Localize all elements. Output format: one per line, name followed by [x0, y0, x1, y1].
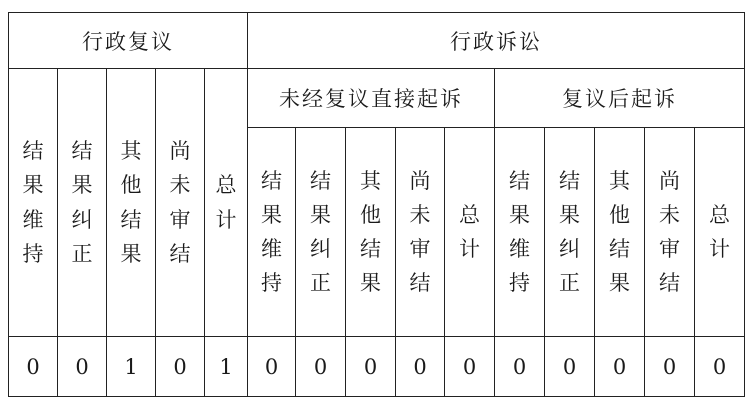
- value-cell: 0: [248, 337, 296, 397]
- col-header-label: 尚未审结: [169, 139, 191, 266]
- direct-litigation-header: 未经复议直接起诉: [248, 69, 495, 128]
- col-header-label: 总计: [709, 202, 731, 261]
- admin-litigation-header: 行政诉讼: [248, 13, 745, 69]
- header-row-2: [9, 69, 745, 128]
- col-header-label: 结果维持: [509, 168, 531, 296]
- col-header-review-other: [107, 69, 156, 337]
- col-header-direct-other: [346, 128, 396, 337]
- col-header-review-pending: [156, 69, 205, 337]
- header-row-1: [9, 13, 745, 69]
- value-cell: 0: [445, 337, 495, 397]
- col-header-review-upheld: [9, 69, 58, 337]
- value-cell: 0: [645, 337, 695, 397]
- col-header-label: 结果纠正: [559, 168, 581, 296]
- col-header-after-total: [695, 128, 745, 337]
- col-header-direct-upheld: [248, 128, 296, 337]
- value-cell: 0: [346, 337, 396, 397]
- col-header-label: 总计: [215, 173, 237, 232]
- col-header-label: 结果维持: [22, 139, 44, 266]
- col-header-after-pending: [645, 128, 695, 337]
- value-cell: 0: [9, 337, 58, 397]
- value-cell: 0: [495, 337, 545, 397]
- value-row: [9, 337, 745, 397]
- value-cell: 0: [545, 337, 595, 397]
- value-cell: 0: [695, 337, 745, 397]
- col-header-label: 结果纠正: [310, 168, 332, 296]
- value-cell: 0: [595, 337, 645, 397]
- value-cell: 1: [205, 337, 248, 397]
- value-cell: 1: [107, 337, 156, 397]
- admin-review-header: 行政复议: [9, 13, 248, 69]
- col-header-after-corrected: [545, 128, 595, 337]
- col-header-label: 结果维持: [261, 168, 283, 296]
- col-header-label: 总计: [459, 202, 481, 261]
- col-header-label: 其他结果: [120, 139, 142, 266]
- col-header-label: 其他结果: [360, 168, 382, 296]
- statistics-table: [8, 12, 745, 397]
- col-header-direct-corrected: [296, 128, 346, 337]
- col-header-review-total: [205, 69, 248, 337]
- col-header-label: 尚未审结: [409, 168, 431, 296]
- col-header-after-upheld: [495, 128, 545, 337]
- value-cell: 0: [296, 337, 346, 397]
- col-header-review-corrected: [58, 69, 107, 337]
- col-header-label: 尚未审结: [659, 168, 681, 296]
- value-cell: 0: [58, 337, 107, 397]
- col-header-direct-pending: [396, 128, 445, 337]
- col-header-label: 其他结果: [609, 168, 631, 296]
- after-review-litigation-header: 复议后起诉: [495, 69, 745, 128]
- value-cell: 0: [156, 337, 205, 397]
- col-header-after-other: [595, 128, 645, 337]
- value-cell: 0: [396, 337, 445, 397]
- col-header-direct-total: [445, 128, 495, 337]
- col-header-label: 结果纠正: [71, 139, 93, 266]
